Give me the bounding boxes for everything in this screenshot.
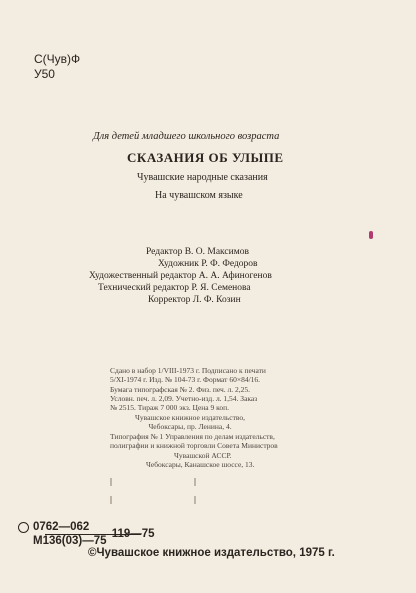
printer-line: Типография № 1 Управления по делам издательств, [110, 432, 275, 441]
imprint-line: 5/XI-1974 г. Изд. № 104-73 г. Формат 60×84/16. [110, 375, 261, 385]
code-fraction-line [45, 534, 141, 535]
credit-editor: Редактор В. О. Максимов [146, 247, 249, 257]
printer-line: Чувашской АССР. [174, 450, 232, 460]
credit-illustrator: Художник Р. Ф. Федоров [158, 259, 258, 269]
scan-mark [110, 478, 112, 486]
audience-line: Для детей младшего школьного возраста [93, 131, 280, 142]
scan-mark [194, 478, 196, 486]
code-bottom: М136(03)—75 [33, 535, 107, 547]
copyright-line: ©Чувашское книжное издательство, 1975 г. [88, 547, 335, 559]
imprint-line: Сдано в набор 1/VIII-1973 г. Подписано к печати [110, 366, 266, 375]
publisher-address [135, 413, 245, 432]
publisher-line: Чебоксары, пр. Ленина, 4. [148, 422, 232, 432]
credit-art-editor: Художественный редактор А. А. Афиногенов [89, 271, 272, 281]
bibliographic-code [33, 520, 155, 548]
printer-line: полиграфии и книжной торговли Совета Министров [110, 441, 278, 451]
classification-line: У50 [34, 67, 55, 81]
publisher-line: Чувашское книжное издательство, [135, 413, 246, 422]
imprint-line: № 2515. Тираж 7 000 экз. Цена 9 коп. [110, 403, 230, 413]
book-subtitle: Чувашские народные сказания [137, 172, 268, 183]
book-title: СКАЗАНИЯ ОБ УЛЫПЕ [127, 150, 284, 165]
imprint-line: Условн. печ. л. 2,09. Учетно-изд. л. 1,54. Заказ [110, 393, 258, 403]
language-note: На чувашском языке [155, 190, 243, 201]
printer-address [110, 432, 278, 469]
code-top: 0762—062 [33, 521, 90, 533]
code-right: 119—75 [111, 528, 155, 540]
scan-mark [194, 496, 196, 504]
printer-line: Чебоксары, Канашское шоссе, 13. [146, 459, 255, 469]
library-classification [34, 52, 80, 82]
print-imprint [110, 366, 266, 412]
circle-mark-icon [18, 522, 29, 533]
ink-mark [369, 231, 373, 239]
credit-tech-editor: Технический редактор Р. Я. Семенова [98, 283, 251, 293]
classification-line: С(Чув)Ф [34, 52, 81, 66]
imprint-line: Бумага типографская № 2. Физ. печ. л. 2,25. [110, 384, 251, 394]
credit-proofreader: Корректор Л. Ф. Козин [148, 295, 241, 305]
scan-mark [110, 496, 112, 504]
